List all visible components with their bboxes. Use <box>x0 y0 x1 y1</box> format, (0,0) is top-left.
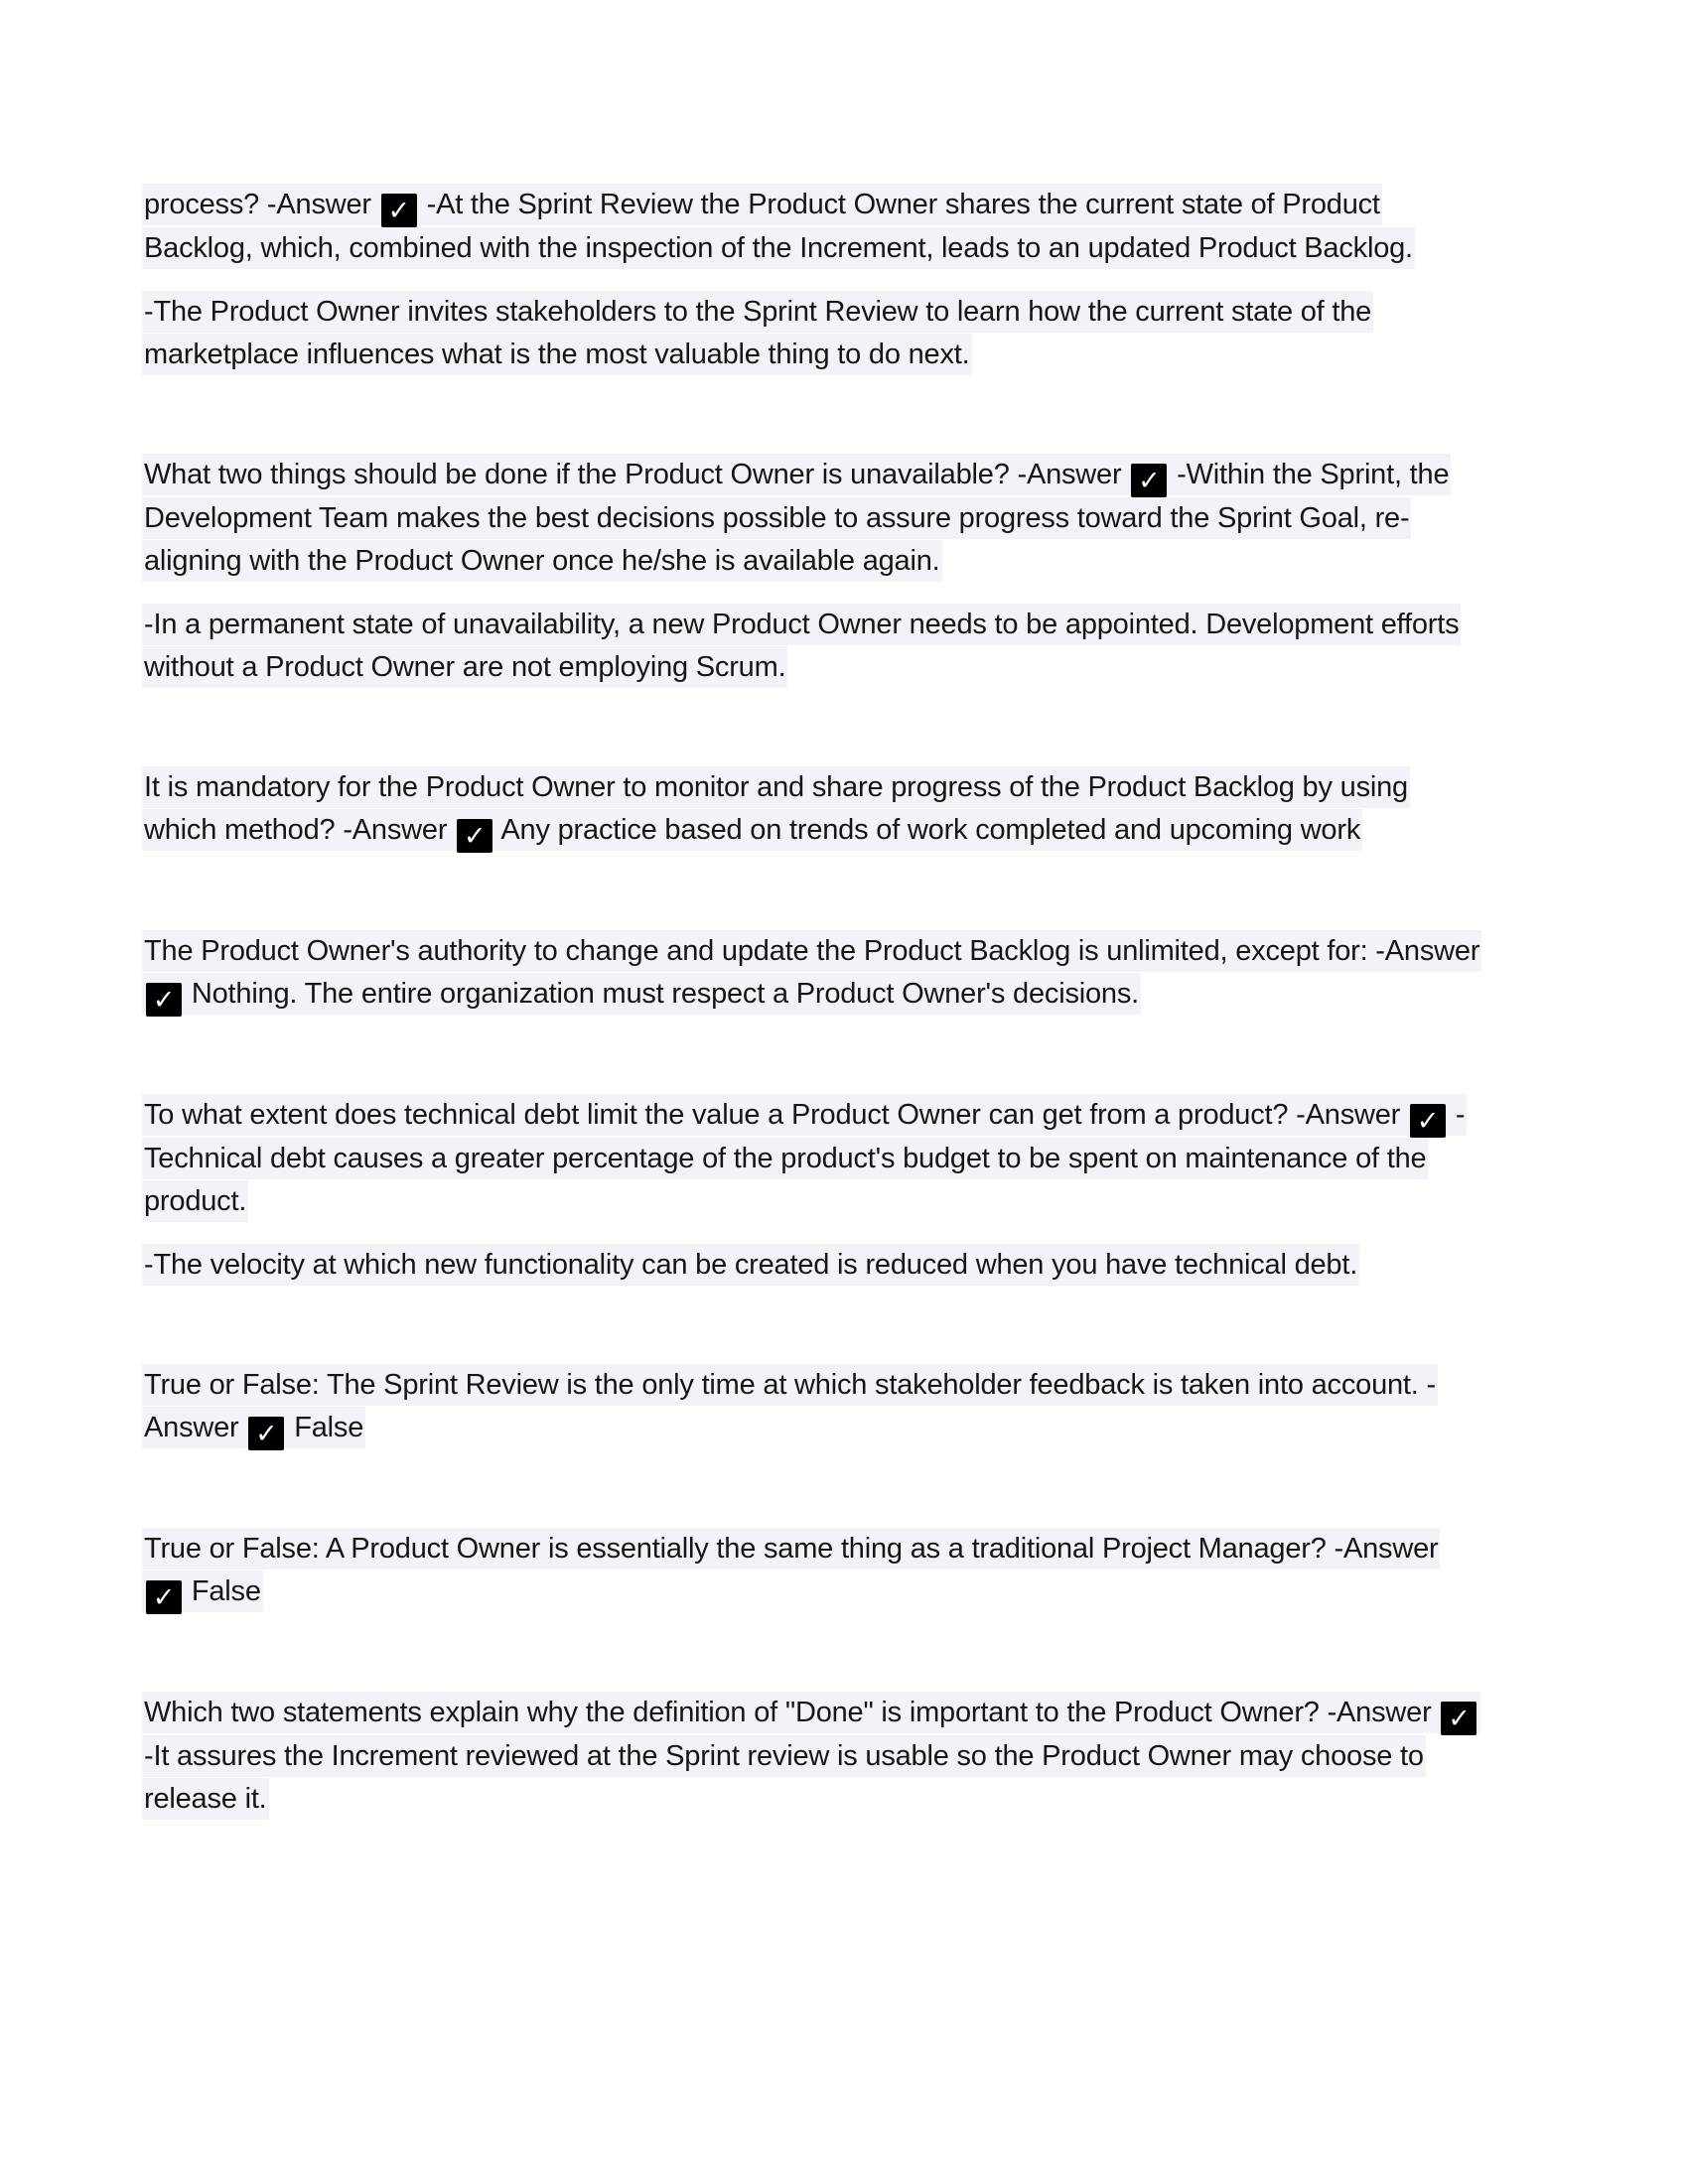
qa-paragraph <box>142 184 1482 270</box>
answer-checkmark-icon: ✓ <box>1131 464 1167 497</box>
qa-group <box>142 1528 1482 1614</box>
highlighted-text-run: The Product Owner's authority to change and update the Product Backlog is unlimited, except for: -Answer ✓ Nothing. The entire organization must respect a Product Owner's decisions. <box>142 930 1481 1015</box>
highlighted-text-run: What two things should be done if the Product Owner is unavailable? -Answer ✓ -Within the Sprint, the Development Team makes the best decisions possible to assure progress toward the Sprint Goal, re-aligning with the Product Owner once he/she is available again. <box>142 454 1451 582</box>
answer-checkmark-icon: ✓ <box>146 1580 182 1614</box>
qa-paragraph <box>142 1094 1482 1223</box>
qa-paragraph <box>142 1528 1482 1614</box>
qa-paragraph <box>142 454 1482 583</box>
qa-paragraph <box>142 766 1482 853</box>
qa-paragraph <box>142 930 1482 1017</box>
qa-group <box>142 454 1482 689</box>
highlighted-text-run: process? -Answer ✓ -At the Sprint Review the Product Owner shares the current state of Product Backlog, which, combined with the inspection of the Increment, leads to an updated Product Backlog. <box>142 184 1415 269</box>
highlighted-text-run: -In a permanent state of unavailability, a new Product Owner needs to be appointed. Development efforts without a Product Owner are not employing Scrum. <box>142 604 1461 688</box>
answer-checkmark-icon: ✓ <box>457 819 492 853</box>
highlighted-text-run: Which two statements explain why the definition of "Done" is important to the Product Owner? -Answer ✓ -It assures the Increment reviewed at the Sprint review is usable so the Product Owner may choose to release it. <box>142 1692 1480 1820</box>
qa-group <box>142 930 1482 1017</box>
qa-paragraph <box>142 1244 1482 1287</box>
qa-group <box>142 1364 1482 1450</box>
answer-checkmark-icon: ✓ <box>146 983 182 1017</box>
highlighted-text-run: True or False: A Product Owner is essentially the same thing as a traditional Project Manager? -Answer ✓ False <box>142 1528 1440 1612</box>
qa-paragraph <box>142 291 1482 376</box>
qa-paragraph <box>142 1364 1482 1450</box>
highlighted-text-run: To what extent does technical debt limit the value a Product Owner can get from a product? -Answer ✓ -Technical debt causes a greater percentage of the product's budget to be spent on maintenance of the product. <box>142 1094 1467 1222</box>
qa-group <box>142 766 1482 853</box>
qa-group <box>142 1094 1482 1287</box>
highlighted-text-run: It is mandatory for the Product Owner to monitor and share progress of the Product Backlog by using which method? -Answer ✓ Any practice based on trends of work completed and upcoming work <box>142 766 1410 851</box>
qa-paragraph <box>142 604 1482 689</box>
qa-group <box>142 1692 1482 1821</box>
answer-checkmark-icon: ✓ <box>248 1417 284 1450</box>
document-text-column <box>142 184 1482 1898</box>
qa-paragraph <box>142 1692 1482 1821</box>
highlighted-text-run: -The velocity at which new functionality can be created is reduced when you have technical debt. <box>142 1244 1359 1286</box>
answer-checkmark-icon: ✓ <box>1410 1104 1446 1138</box>
answer-checkmark-icon: ✓ <box>1441 1702 1477 1735</box>
highlighted-text-run: -The Product Owner invites stakeholders to the Sprint Review to learn how the current state of the marketplace influences what is the most valuable thing to do next. <box>142 291 1373 375</box>
qa-group <box>142 184 1482 376</box>
highlighted-text-run: True or False: The Sprint Review is the only time at which stakeholder feedback is taken into account. -Answer ✓ False <box>142 1364 1438 1448</box>
answer-checkmark-icon: ✓ <box>381 194 417 227</box>
